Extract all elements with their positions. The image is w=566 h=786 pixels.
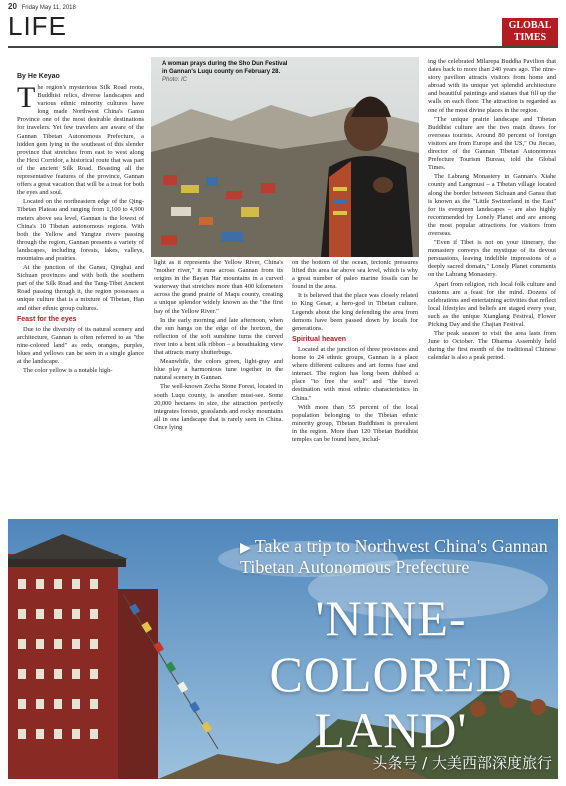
- praying-woman-image: [151, 57, 419, 257]
- subhead-spiritual: Spiritual heaven: [292, 335, 347, 343]
- source-watermark: 头条号 / 大美西部深度旅行: [372, 754, 552, 772]
- headline-line-2: LAND': [314, 702, 468, 758]
- kicker-text: Take a trip to Northwest China's Gannan Tibetan Autonomous Prefecture: [240, 536, 548, 577]
- paragraph: Meanwhile, the colors green, light-gray and blue play a harmonious tune together in the natural scenery in Gannan.: [154, 358, 283, 382]
- article-column-4: [428, 58, 556, 516]
- paragraph: Located at the junction of three provinces and home to 24 ethnic groups, Gannan is a place where different cultures and art forms fuse and interact. The region has long been dubbed a place "to free the soul" and "the travel destination with most ethnic characteristics in China.": [292, 345, 418, 402]
- paragraph: Apart from religion, rich local folk culture and customs are a feast for the mind. Dozens of celebrations and entertaining activities that reflect local lifestyles and beliefs are staged every year, such as the unique Xianglang Festival, Flower Picking Day and the Chajian Festival.: [428, 280, 556, 328]
- triangle-bullet-icon: ▶: [240, 541, 251, 556]
- paragraph: ing the celebrated Milarepa Buddha Pavilion that dates back to more than 240 years ago. The nine-story pavilion attracts visitors from home and abroad with its unique yet splendid architecture and beautiful paintings and statues that fill up the walls on each floor. The attraction is regarded as one of the most divine places in the region.: [428, 58, 556, 114]
- paragraph: At the junction of the Gansu, Qinghai and Sichuan provinces and with both the southern part of the Silk Road and the Tang-Tibet Ancient Road passing through it, the region possesses a unique culture that is a mixture of Tibetan, Han and other ethnic group cultures.: [17, 264, 144, 312]
- paragraph: on the bottom of the ocean, tectonic pressures lifted this area far above sea level, which is why a great number of paleo marine fossils can be found in the area.: [292, 259, 418, 291]
- caption-text: A woman prays during the Sho Dun Festival in Gannan's Luqu county on February 28.: [162, 61, 288, 75]
- header-rule: [8, 46, 558, 48]
- lead-paragraph: [17, 84, 144, 197]
- section-title: LIFE: [8, 11, 67, 41]
- paragraph: In the early morning and late afternoon, when the sun hangs on the edge of the horizon, the reflection of the soft sunshine turns the curved river into a bent silk ribbon – a breathtaking view that attracts many shutterbugs.: [154, 316, 283, 357]
- paragraph: The well-known Zecha Stone Forest, located in south Luqu county, is another must-see. Some 20,000 hectares in size, the attraction perfectly integrates forests, grasslands and rocky mountains all in one landscape that is rarely seen in China. Once lying: [154, 383, 283, 431]
- lead-text: he region's mysterious Silk Road roots, Buddhist relics, diverse landscapes and various ethnic minority cultures have long made Northwest China's Gansu Province one of the most desirable destinations for travelers. Yet few travelers are aware of the Gannan Tibetan Autonomous Prefecture, a hidden gem lying in the southeast of this slender province that stretches from east to west along the Hexi Corridor, a historical route that was part of the ancient Silk Road. Boasting all the representative features of the province, Gannan offers a great vacation that will be a treat for both the eyes and soul.: [17, 84, 144, 197]
- paragraph: The Labrang Monastery in Gannan's Xiahe county and Langmusi – a Tibetan village located along the border between Sichuan and Gansu that is known as the "Little Switzerland in the East" for its evergreen landscapes – are also highly recommended by Lonely Planet and are among the most popular attractions for visitors from overseas.: [428, 173, 556, 237]
- paragraph: Due to the diversity of its natural scenery and architecture, Gannan is often referred to as "the nine-colored land" as reds, oranges, purples, blues and yellows can be seen in a single glance at the landscape.: [17, 325, 144, 366]
- feature-headline: [226, 590, 556, 758]
- banner-kicker: [240, 537, 560, 577]
- paragraph: Located on the northeastern edge of the Qing-Tibetan Plateau and ranging from 1,100 to 4,900 meters above sea level, Gannan is the lowest of China's 10 Tibetan autonomous regions. With both the Yellow and Yangtze rivers passing through the region, Gannan presents a variety of landscapes, including forests, lakes, valleys, mountains and prairies.: [17, 198, 144, 262]
- article-column-1: [17, 84, 144, 516]
- drop-cap: T: [17, 84, 36, 114]
- issue-date: Friday May 11, 2018: [21, 5, 76, 11]
- article-column-3: [292, 259, 418, 516]
- paragraph: With more than 55 percent of the local population belonging to the Tibetan ethnic minority group, Tibetan Buddhism is prevalent in the region. More than 120 Tibetan Buddhist temples can be found here, includ-: [292, 403, 418, 443]
- paragraph: "Even if Tibet is not on your itinerary, the monastery conveys the mystique of its devout persuasions, leaving indelible impressions of a deeply sacred domain," Lonely Planet comments on the Labrang Monastery.: [428, 239, 556, 279]
- paragraph: "The unique prairie landscape and Tibetan Buddhist culture are the two main draws for overseas tourists. Around 80 percent of foreign visitors are from Europe and the US," Ou Jiecao, director of the Gannan Tibetan Autonomous Prefecture Tourism Bureau, told the Global Times.: [428, 115, 556, 172]
- article-column-2: [154, 259, 283, 516]
- paragraph: The peak season to visit the area lasts from June to October. The Dharma Assembly held during the first month of the traditional Chinese calendar is also a peak period.: [428, 330, 556, 362]
- global-times-logo: GLOBAL TIMES: [502, 18, 558, 46]
- page-number: 20: [8, 2, 17, 11]
- headline-line-1: 'NINE-COLORED: [269, 590, 513, 702]
- page-folio: [8, 2, 76, 11]
- photo-caption: [162, 60, 290, 84]
- lead-photo: [151, 57, 419, 257]
- subhead-feast: Feast for the eyes: [17, 315, 77, 323]
- paragraph: light as it represents the Yellow River, China's "mother river," it runs across Gannan from its origins in the Bayan Har mountains in a curved waterway that stretches more than 400 kilometers across the grand prairie of Maqu county, creating a unique splendor widely known as the "the first bay of the Yellow River.": [154, 259, 283, 315]
- paragraph: It is believed that the place was closely related to King Gesar, a hero-god in Tibetan culture. Legends about the king defending the area from demons have been passed down by locals for generations.: [292, 292, 418, 332]
- caption-credit: Photo: IC: [162, 77, 188, 83]
- paragraph: The color yellow is a notable high-: [23, 367, 113, 375]
- byline: By He Keyao: [17, 73, 60, 80]
